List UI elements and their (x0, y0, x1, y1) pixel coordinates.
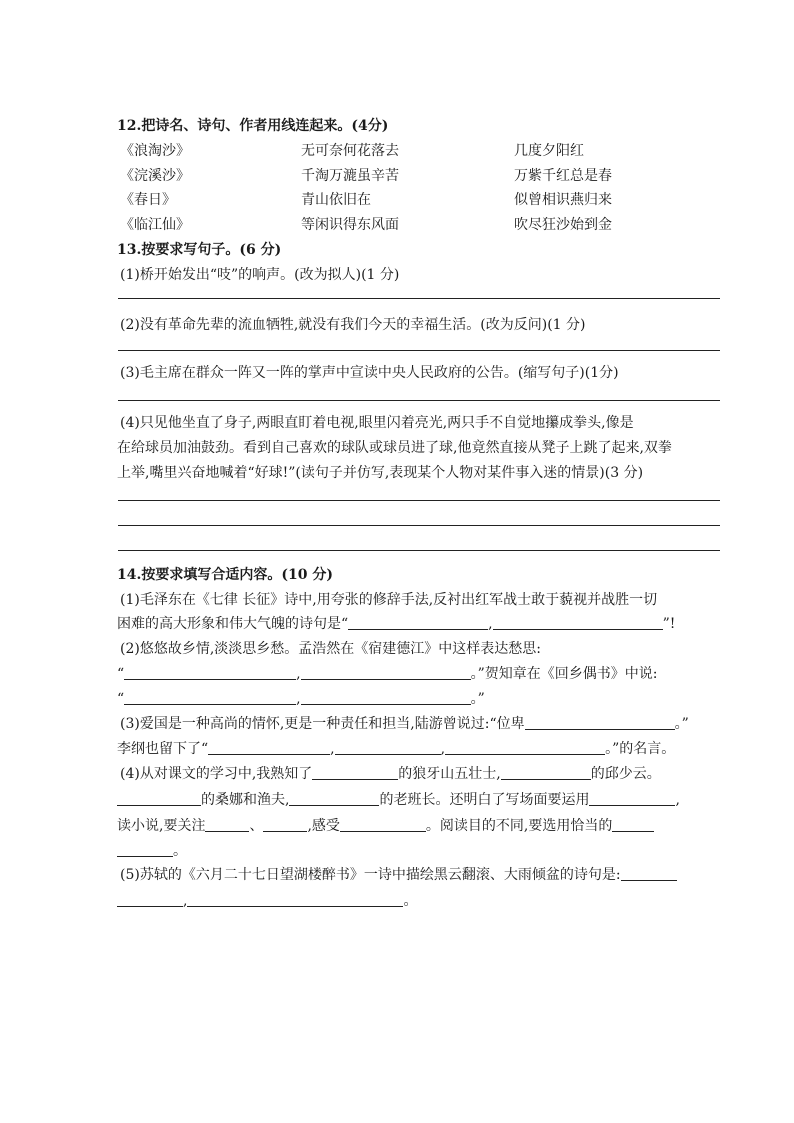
q14-item-4-cont (117, 815, 654, 835)
fill-blank[interactable] (445, 740, 605, 755)
q14-item-5-text: (5)苏轼的《六月二十七日望湖楼醉书》一诗中描绘黑云翻滚、大雨倾盆的诗句是: (120, 867, 621, 883)
fill-blank[interactable] (301, 665, 471, 680)
q14-item-2-cont (117, 663, 658, 683)
answer-line[interactable] (118, 400, 720, 401)
answer-line[interactable] (118, 525, 720, 526)
punct: , (488, 616, 493, 632)
q13-prompt-4: (4)只见他坐直了身子,两眼直盯着电视,眼里闪着亮光,两只手不自觉地攥成拳头,像是 (120, 415, 634, 431)
punct: , (296, 666, 301, 682)
punct: 。” (470, 691, 485, 707)
q13-title: 13.按要求写句子。(6 分) (117, 242, 282, 258)
punct: 、 (249, 818, 264, 834)
q14-item-3-text: (3)爱国是一种高尚的情怀,更是一种责任和担当,陆游曾说过:“位卑 (120, 716, 525, 732)
q13-prompt-2: (2)没有革命先辈的流血牺牲,就没有我们今天的幸福生活。(改为反问)(1 分) (120, 317, 586, 333)
poem-line-2: 几度夕阳红 (514, 143, 584, 159)
poem-line-2: 吹尽狂沙始到金 (514, 217, 612, 233)
q14-item-4-text: 。阅读目的不同,要选用恰当的 (425, 818, 613, 834)
fill-blank[interactable] (335, 740, 441, 755)
q14-item-4-cont (117, 789, 680, 809)
q14-item-5-cont (117, 890, 417, 910)
q14-title: 14.按要求填写合适内容。(10 分) (117, 567, 333, 583)
q13-prompt-4-cont: 在给球员加油鼓劲。看到自己喜欢的球队或球员进了球,他竟然直接从凳子上跳了起来,双拳 (117, 440, 672, 456)
q14-item-4-text: 的邱少云。 (590, 766, 661, 782)
q14-item-4-text: (4)从对课文的学习中,我熟知了 (120, 766, 313, 782)
punct: , (330, 741, 335, 757)
fill-blank[interactable] (124, 665, 296, 680)
fill-blank[interactable] (589, 791, 675, 806)
fill-blank[interactable] (621, 866, 677, 881)
fill-blank[interactable] (525, 715, 675, 730)
q14-item-2-text: 。”贺知章在《回乡偶书》中说: (470, 666, 658, 682)
q14-item-2-cont (117, 688, 485, 708)
fill-blank[interactable] (612, 817, 654, 832)
fill-blank[interactable] (124, 690, 296, 705)
fill-blank[interactable] (208, 740, 330, 755)
q14-item-1-cont (117, 613, 675, 633)
punct: 。” (674, 716, 689, 732)
fill-blank[interactable] (187, 892, 403, 907)
q14-item-4-text: ,感受 (307, 818, 340, 834)
punct: “ (117, 666, 125, 682)
fill-blank[interactable] (263, 817, 307, 832)
punct: , (440, 741, 446, 757)
q14-item-3 (120, 713, 689, 733)
fill-blank[interactable] (117, 892, 183, 907)
q12-title: 12.把诗名、诗句、作者用线连起来。(4分) (117, 118, 389, 134)
answer-line[interactable] (118, 298, 720, 299)
poem-name: 《浣溪沙》 (120, 168, 190, 184)
q14-item-4-text: 读小说,要关注 (117, 818, 206, 834)
punct: “ (117, 691, 125, 707)
q14-item-4-text: 的狼牙山五壮士, (398, 766, 501, 782)
fill-blank[interactable] (348, 615, 488, 630)
punct: , (296, 691, 301, 707)
answer-line[interactable] (118, 350, 720, 351)
answer-line[interactable] (118, 500, 720, 501)
punct: 。 (403, 893, 418, 909)
fill-blank[interactable] (312, 765, 398, 780)
fill-blank[interactable] (493, 615, 663, 630)
q14-item-1: (1)毛泽东在《七律 长征》诗中,用夸张的修辞手法,反衬出红军战士敢于藐视并战胜一切 (120, 592, 658, 608)
poem-line: 无可奈何花落去 (301, 143, 399, 159)
fill-blank[interactable] (301, 690, 471, 705)
poem-line: 等闲识得东风面 (301, 217, 399, 233)
q14-item-3-text: 李纲也留下了“ (117, 741, 209, 757)
q14-item-4 (120, 763, 661, 783)
q13-prompt-4-cont: 上举,嘴里兴奋地喊着“好球!”(读句子并仿写,表现某个人物对某件事入迷的情景)(3 分) (117, 465, 644, 481)
q14-item-4-text: 的桑娜和渔夫, (201, 792, 290, 808)
fill-blank[interactable] (117, 791, 201, 806)
q14-item-2: (2)悠悠故乡情,淡淡思乡愁。孟浩然在《宿建德江》中这样表达愁思: (120, 641, 541, 657)
poem-name: 《浪淘沙》 (120, 143, 190, 159)
fill-blank[interactable] (289, 791, 379, 806)
punct: , (183, 893, 188, 909)
fill-blank[interactable] (117, 842, 173, 857)
poem-line: 千淘万漉虽辛苦 (301, 168, 399, 184)
poem-name: 《临江仙》 (120, 217, 190, 233)
answer-line[interactable] (118, 550, 720, 551)
poem-line-2: 万紫千红总是春 (514, 168, 612, 184)
fill-blank[interactable] (205, 817, 249, 832)
poem-name: 《春日》 (120, 192, 176, 208)
poem-line: 青山依旧在 (301, 192, 371, 208)
poem-line-2: 似曾相识燕归来 (514, 192, 612, 208)
q14-item-5 (120, 864, 677, 884)
q14-item-3-text: 。”的名言。 (605, 741, 676, 757)
fill-blank[interactable] (340, 817, 426, 832)
q13-prompt-1: (1)桥开始发出“吱”的响声。(改为拟人)(1 分) (120, 267, 400, 283)
punct: 。 (173, 843, 187, 859)
q14-item-1-text: 困难的高大形象和伟大气魄的诗句是“ (117, 616, 349, 632)
q14-item-4-cont (117, 840, 187, 860)
q14-item-4-text: 的老班长。还明白了写场面要运用 (379, 792, 590, 808)
punct: ”! (662, 616, 676, 632)
punct: , (675, 792, 680, 808)
fill-blank[interactable] (501, 765, 591, 780)
q13-prompt-3: (3)毛主席在群众一阵又一阵的掌声中宣读中央人民政府的公告。(缩写句子)(1分) (120, 365, 619, 381)
q14-item-3-cont (117, 738, 675, 758)
